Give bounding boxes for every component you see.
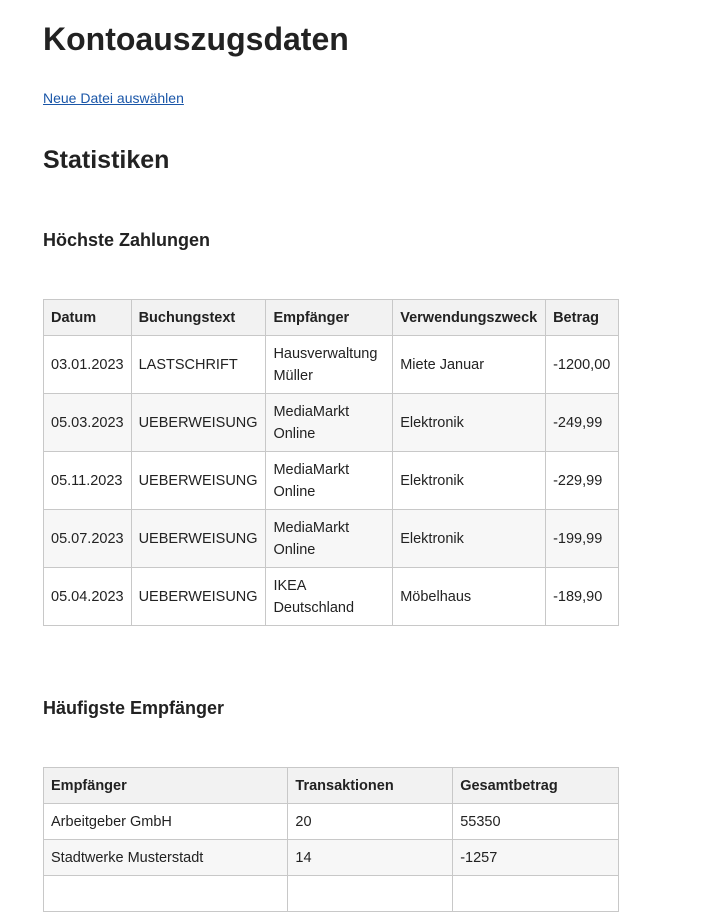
cell-purpose: Elektronik — [393, 394, 546, 452]
table-row — [44, 510, 619, 568]
cell-total-amount: -1257 — [453, 840, 619, 876]
column-header-recipient: Empfänger — [266, 300, 393, 336]
cell-date: 05.04.2023 — [44, 568, 132, 626]
cell-amount: -1200,00 — [546, 336, 619, 394]
cell-amount: -189,90 — [546, 568, 619, 626]
cell-booking-text: UEBERWEISUNG — [131, 394, 266, 452]
table-row — [44, 804, 619, 840]
table-row — [44, 336, 619, 394]
cell-amount: -249,99 — [546, 394, 619, 452]
cell-recipient: Hausverwaltung Müller — [266, 336, 393, 394]
frequent-recipients-table — [43, 767, 619, 912]
cell-recipient: IKEA Deutschland — [266, 568, 393, 626]
cell-booking-text: LASTSCHRIFT — [131, 336, 266, 394]
cell-amount: -229,99 — [546, 452, 619, 510]
table-row — [44, 840, 619, 876]
table-row — [44, 568, 619, 626]
column-header-amount: Betrag — [546, 300, 619, 336]
table-row — [44, 876, 619, 912]
top-payments-heading: Höchste Zahlungen — [43, 230, 211, 250]
cell-transactions: 20 — [288, 804, 453, 840]
table-header-row — [44, 768, 619, 804]
cell-date: 05.07.2023 — [44, 510, 132, 568]
cell-total-amount: 55350 — [453, 804, 619, 840]
column-header-total-amount: Gesamtbetrag — [453, 768, 619, 804]
cell-transactions — [288, 876, 453, 912]
column-header-date: Datum — [44, 300, 132, 336]
cell-recipient: MediaMarkt Online — [266, 394, 393, 452]
page-title: Kontoauszugsdaten — [43, 21, 349, 57]
cell-amount: -199,99 — [546, 510, 619, 568]
column-header-booking-text: Buchungstext — [131, 300, 266, 336]
cell-purpose: Elektronik — [393, 510, 546, 568]
statistics-heading: Statistiken — [43, 146, 170, 174]
cell-purpose: Möbelhaus — [393, 568, 546, 626]
cell-booking-text: UEBERWEISUNG — [131, 452, 266, 510]
top-payments-table — [43, 299, 619, 626]
table-row — [44, 394, 619, 452]
select-new-file-link[interactable]: Neue Datei auswählen — [43, 90, 184, 106]
cell-recipient: Arbeitgeber GmbH — [44, 804, 288, 840]
column-header-recipient: Empfänger — [44, 768, 288, 804]
cell-date: 03.01.2023 — [44, 336, 132, 394]
cell-recipient: MediaMarkt Online — [266, 452, 393, 510]
cell-recipient — [44, 876, 288, 912]
column-header-purpose: Verwendungszweck — [393, 300, 546, 336]
cell-date: 05.03.2023 — [44, 394, 132, 452]
cell-transactions: 14 — [288, 840, 453, 876]
cell-date: 05.11.2023 — [44, 452, 132, 510]
table-row — [44, 452, 619, 510]
cell-purpose: Miete Januar — [393, 336, 546, 394]
cell-total-amount — [453, 876, 619, 912]
column-header-transactions: Transaktionen — [288, 768, 453, 804]
cell-recipient: MediaMarkt Online — [266, 510, 393, 568]
cell-booking-text: UEBERWEISUNG — [131, 568, 266, 626]
table-header-row — [44, 300, 619, 336]
cell-recipient: Stadtwerke Musterstadt — [44, 840, 288, 876]
frequent-recipients-heading: Häufigste Empfänger — [43, 698, 225, 718]
cell-booking-text: UEBERWEISUNG — [131, 510, 266, 568]
cell-purpose: Elektronik — [393, 452, 546, 510]
